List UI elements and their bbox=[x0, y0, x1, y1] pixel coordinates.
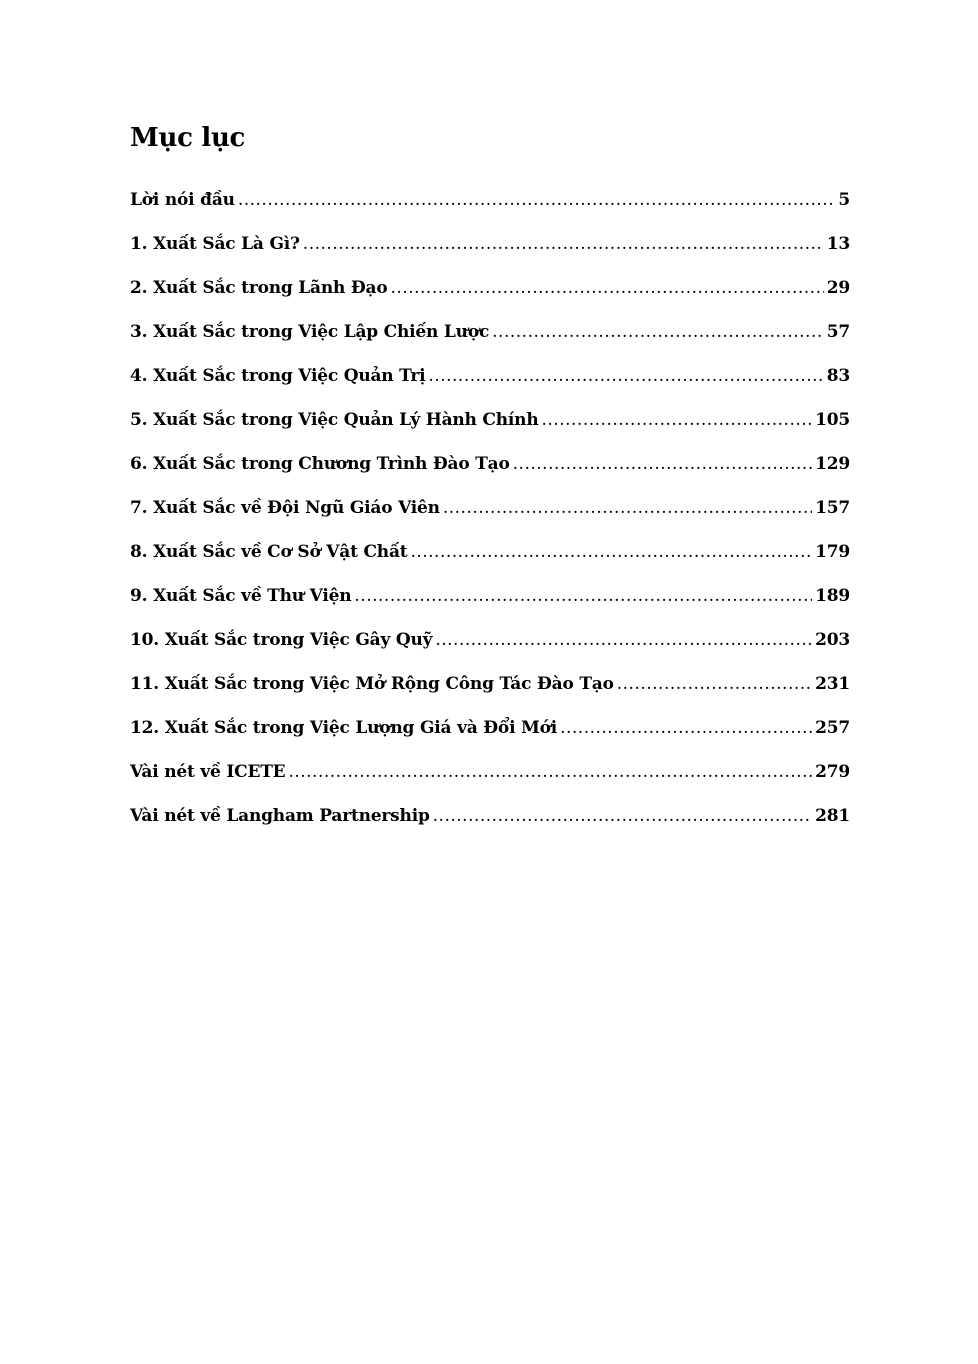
toc-entry-label: 3. Xuất Sắc trong Việc Lập Chiến Lược bbox=[130, 322, 490, 342]
toc-leader-dots bbox=[617, 673, 812, 695]
toc-entry[interactable] bbox=[130, 453, 850, 497]
toc-leader-dots bbox=[391, 277, 824, 299]
toc-entry[interactable] bbox=[130, 497, 850, 541]
toc-page-number: 57 bbox=[826, 322, 850, 342]
toc-entry[interactable] bbox=[130, 805, 850, 849]
toc-leader-dots bbox=[443, 497, 812, 519]
toc-entry[interactable] bbox=[130, 409, 850, 453]
toc-leader-dots bbox=[428, 365, 823, 387]
toc-page-number: 157 bbox=[815, 498, 850, 518]
toc-page-number: 129 bbox=[815, 454, 850, 474]
toc-entry[interactable] bbox=[130, 233, 850, 277]
toc-page-number: 203 bbox=[815, 630, 850, 650]
toc-entry-label: Vài nét về Langham Partnership bbox=[130, 806, 430, 826]
toc-entry-label: 5. Xuất Sắc trong Việc Quản Lý Hành Chính bbox=[130, 410, 539, 430]
page-title: Mục lục bbox=[130, 123, 246, 153]
toc-entry[interactable] bbox=[130, 365, 850, 409]
toc-entry[interactable] bbox=[130, 629, 850, 673]
toc-entry-label: Lời nói đầu bbox=[130, 190, 235, 210]
toc-entry-label: 7. Xuất Sắc về Đội Ngũ Giáo Viên bbox=[130, 498, 440, 518]
toc-leader-dots bbox=[433, 805, 812, 827]
toc-entry-label: 4. Xuất Sắc trong Việc Quản Trị bbox=[130, 366, 426, 386]
toc-leader-dots bbox=[410, 541, 812, 563]
toc-page-number: 83 bbox=[826, 366, 850, 386]
table-of-contents bbox=[130, 189, 850, 849]
toc-entry-label: 9. Xuất Sắc về Thư Viện bbox=[130, 586, 352, 606]
toc-page-number: 5 bbox=[838, 190, 850, 210]
toc-entry-label: 8. Xuất Sắc về Cơ Sở Vật Chất bbox=[130, 542, 408, 562]
toc-entry[interactable] bbox=[130, 277, 850, 321]
toc-page-number: 281 bbox=[815, 806, 850, 826]
toc-page-number: 29 bbox=[826, 278, 850, 298]
toc-leader-dots bbox=[288, 761, 812, 783]
toc-leader-dots bbox=[435, 629, 812, 651]
toc-entry[interactable] bbox=[130, 717, 850, 761]
toc-entry[interactable] bbox=[130, 189, 850, 233]
toc-entry-label: 11. Xuất Sắc trong Việc Mở Rộng Công Tác Đào Tạo bbox=[130, 674, 614, 694]
toc-entry[interactable] bbox=[130, 585, 850, 629]
toc-page-number: 279 bbox=[815, 762, 850, 782]
toc-leader-dots bbox=[354, 585, 812, 607]
toc-page-number: 189 bbox=[815, 586, 850, 606]
toc-entry[interactable] bbox=[130, 541, 850, 585]
toc-entry[interactable] bbox=[130, 673, 850, 717]
toc-leader-dots bbox=[513, 453, 812, 475]
toc-leader-dots bbox=[492, 321, 824, 343]
toc-page-number: 105 bbox=[815, 410, 850, 430]
toc-leader-dots bbox=[238, 189, 836, 211]
toc-entry-label: 6. Xuất Sắc trong Chương Trình Đào Tạo bbox=[130, 454, 510, 474]
toc-entry-label: 12. Xuất Sắc trong Việc Lượng Giá và Đổi Mới bbox=[130, 718, 558, 738]
toc-leader-dots bbox=[560, 717, 812, 739]
toc-entry-label: 2. Xuất Sắc trong Lãnh Đạo bbox=[130, 278, 388, 298]
toc-leader-dots bbox=[303, 233, 824, 255]
toc-page-number: 231 bbox=[815, 674, 850, 694]
document-page bbox=[130, 118, 850, 849]
toc-page-number: 257 bbox=[815, 718, 850, 738]
toc-entry-label: 1. Xuất Sắc Là Gì? bbox=[130, 234, 300, 254]
toc-entry-label: 10. Xuất Sắc trong Việc Gây Quỹ bbox=[130, 630, 433, 650]
toc-page-number: 179 bbox=[815, 542, 850, 562]
toc-leader-dots bbox=[542, 409, 813, 431]
toc-page-number: 13 bbox=[826, 234, 850, 254]
toc-entry-label: Vài nét về ICETE bbox=[130, 762, 286, 782]
toc-entry[interactable] bbox=[130, 761, 850, 805]
toc-entry[interactable] bbox=[130, 321, 850, 365]
